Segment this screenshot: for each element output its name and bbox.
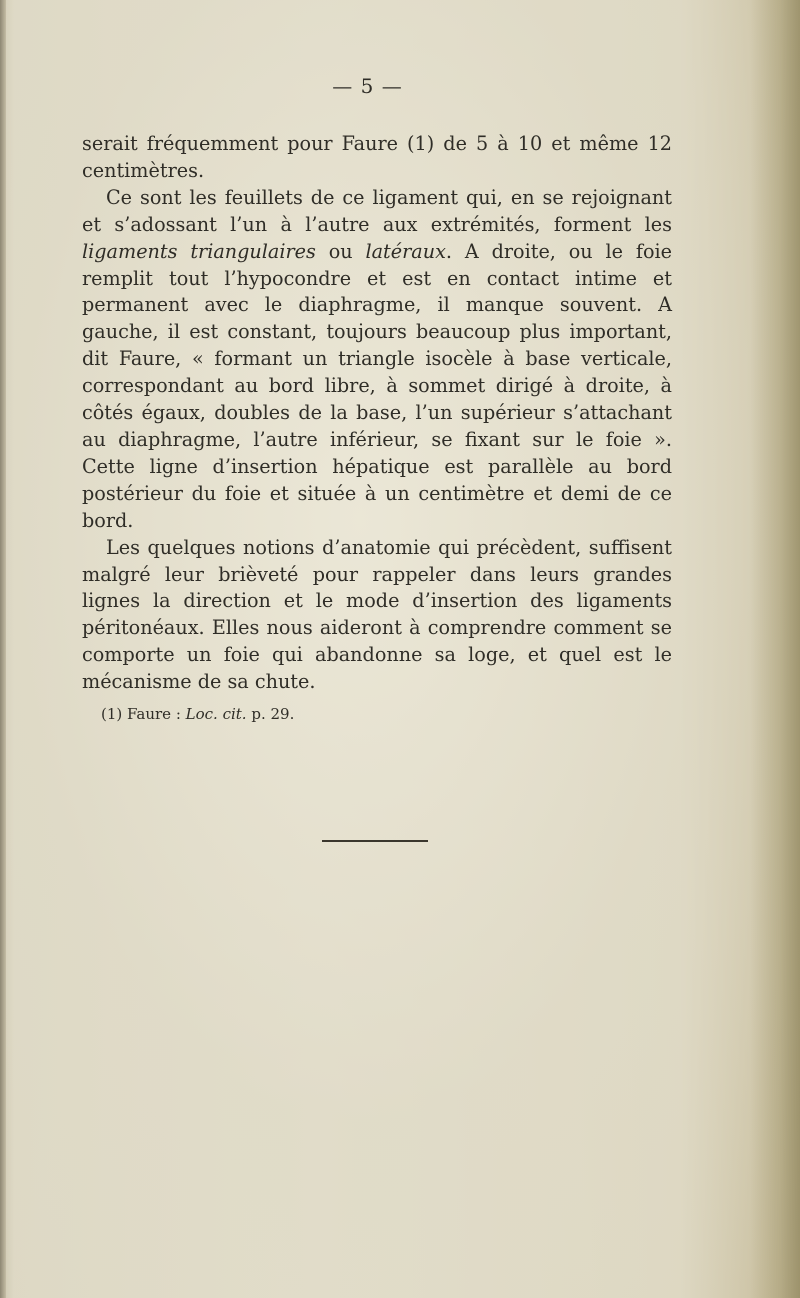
paragraph-2-text-a: Ce sont les feuillets de ce ligament qui, en se rejoignant et s’adossant l’un à l’autre aux extrémités, forment les (82, 185, 672, 236)
paragraph-2 (82, 185, 672, 535)
end-rule (322, 840, 428, 842)
paragraph-2-text-c: . A droite, ou le foie remplit tout l’hypocondre et est en contact intime et permanent avec le diaphragme, il manque souvent. A gauche, il est constant, toujours beaucoup plus important, dit Faure, « formant un triangle isocèle à base verticale, correspondant au bord libre, à sommet dirigé à droite, à côtés égaux, doubles de la base, l’un supérieur s’attachant au diaphragme, l’autre inférieur, se fixant sur le foie ». Cette ligne d’insertion hépatique est parallèle au bord postérieur du foie et située à un centimètre et demi de ce bord. (82, 239, 672, 532)
term-ligaments-triangulaires: ligaments triangulaires (82, 239, 316, 263)
term-lateraux: latéraux (365, 239, 446, 263)
paragraph-1-text: serait fréquemment pour Faure (1) de 5 à 10 et même 12 centimètres. (82, 132, 672, 182)
paragraph-3-text: Les quelques notions d’anatomie qui précèdent, suffisent malgré leur brièveté pour rappeler dans leurs grandes lignes la direction et le mode d’insertion des ligaments péritonéaux. Elles nous aideront à comprendre comment se comporte un foie qui abandonne sa loge, et quel est le mécanisme de sa chute. (82, 535, 672, 694)
footnote (101, 704, 294, 724)
paragraph-1 (82, 131, 672, 185)
page-left-shadow (0, 0, 6, 1298)
body-text (82, 131, 672, 696)
page-number: — 5 — (332, 74, 403, 98)
paragraph-3 (82, 535, 672, 696)
paragraph-2-text-b: ou (315, 239, 366, 263)
footnote-prefix: (1) Faure : (101, 705, 186, 723)
footnote-citation: Loc. cit. (185, 705, 247, 723)
footnote-suffix: p. 29. (246, 705, 295, 723)
page-right-stain (750, 0, 800, 1298)
